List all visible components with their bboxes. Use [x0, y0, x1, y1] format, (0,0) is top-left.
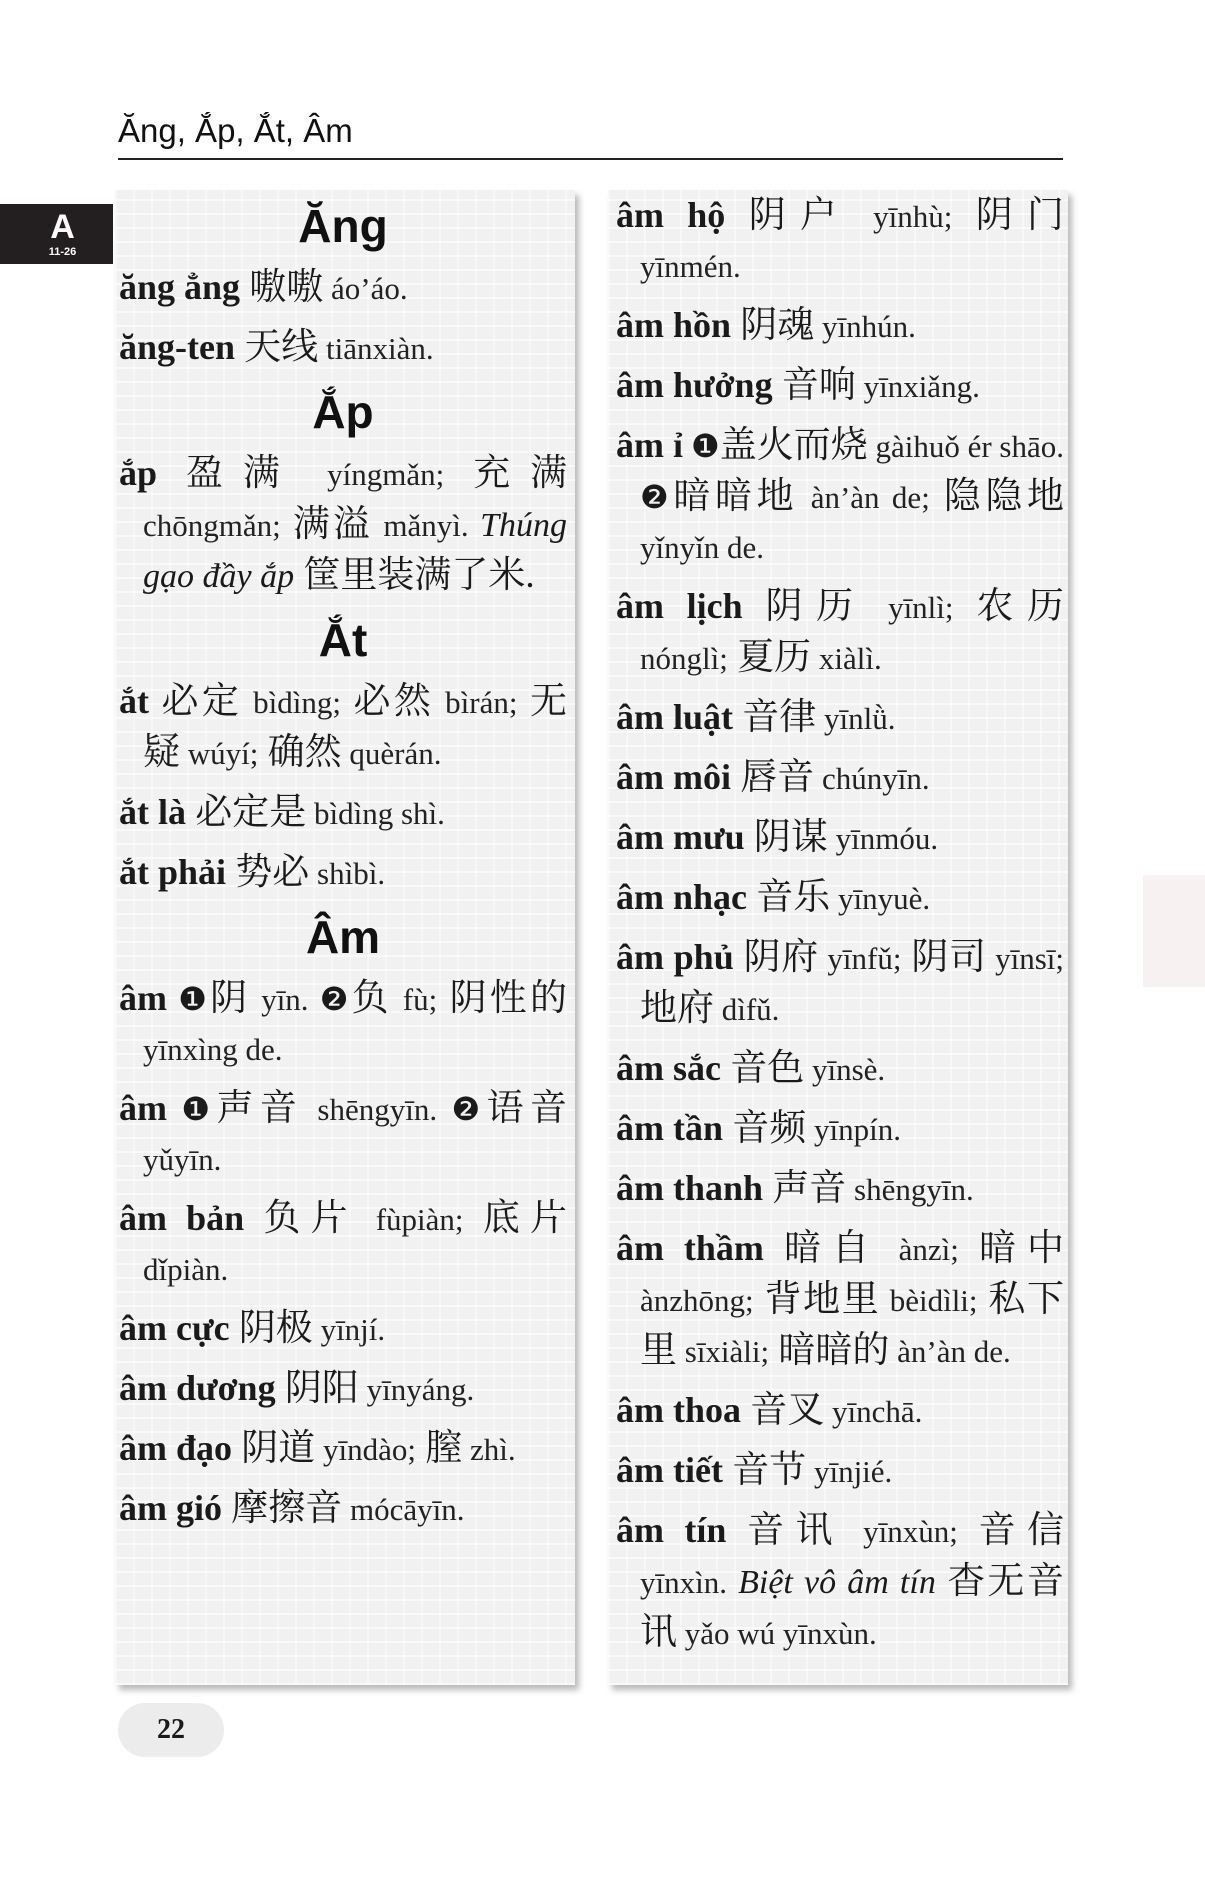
- chinese-text: 阴魂: [731, 305, 815, 346]
- dictionary-entry: [119, 1483, 567, 1535]
- headword: âm mưu: [616, 817, 745, 857]
- pinyin: bìdìng shì.: [306, 796, 445, 831]
- chinese-text: 盈满: [157, 453, 300, 494]
- chinese-text: 天线: [235, 327, 319, 368]
- pinyin: shēngyīn.: [303, 1092, 438, 1127]
- chinese-text: 无疑: [143, 681, 568, 773]
- sense-number: ❷: [308, 981, 352, 1017]
- pinyin: yǎo wú yīnxùn.: [677, 1616, 877, 1651]
- chinese-text: 暗自: [763, 1228, 880, 1269]
- chinese-text: 杳无音讯: [640, 1561, 1064, 1653]
- thumb-index-tab: [0, 204, 113, 264]
- dictionary-entry: [616, 1385, 1064, 1437]
- chinese-text: 阴府: [733, 937, 819, 978]
- chinese-text: 盖火而烧: [719, 425, 868, 466]
- chinese-text: 音色: [720, 1048, 805, 1089]
- dictionary-entry: [119, 847, 567, 899]
- pinyin: chúnyīn.: [814, 761, 930, 796]
- sense-number: ❷: [640, 479, 674, 515]
- chinese-text: 音节: [722, 1450, 807, 1491]
- chinese-text: 负片: [244, 1198, 358, 1239]
- headword: âm: [119, 1088, 167, 1128]
- headword: âm lịch: [616, 586, 743, 626]
- dictionary-entry: [119, 676, 567, 779]
- headword: âm hộ: [616, 195, 726, 235]
- chinese-text: 阴: [210, 978, 251, 1019]
- pinyin: yīnxiǎng.: [855, 369, 980, 404]
- chinese-text: 音响: [772, 365, 856, 406]
- headword: ăng ẳng: [119, 267, 241, 307]
- pinyin: dìfǔ.: [714, 992, 780, 1027]
- headword: ắt phải: [119, 852, 227, 892]
- chinese-text: 声音: [216, 1088, 304, 1129]
- pinyin: yīnlǜ.: [816, 701, 896, 736]
- dictionary-entry: [616, 1445, 1064, 1497]
- chinese-text: 膣: [416, 1428, 463, 1469]
- dictionary-entry: [616, 932, 1064, 1035]
- dictionary-entry: [616, 360, 1064, 412]
- chinese-text: 嗷嗷: [240, 267, 324, 308]
- chinese-text: 阴谋: [744, 817, 828, 858]
- pinyin: yīnchā.: [824, 1394, 923, 1429]
- pinyin: yīnjié.: [806, 1454, 893, 1489]
- chinese-text: 音叉: [741, 1390, 825, 1431]
- pinyin: dǐpiàn.: [143, 1252, 229, 1287]
- headword: âm dương: [119, 1368, 276, 1408]
- chinese-text: 必定: [149, 681, 243, 722]
- dictionary-entry: [119, 448, 567, 602]
- pinyin: yǔyīn.: [143, 1142, 222, 1177]
- pinyin: áo’áo.: [323, 271, 408, 306]
- headword: âm thoa: [616, 1390, 741, 1430]
- pinyin: sīxiàli;: [677, 1334, 770, 1369]
- pinyin: bèidìli;: [880, 1283, 978, 1318]
- pinyin: yīnxìng de.: [143, 1032, 283, 1067]
- headword: âm thầm: [616, 1228, 764, 1268]
- headword: âm thanh: [616, 1168, 764, 1208]
- pinyin: shìbì.: [309, 856, 386, 891]
- headword: âm tần: [616, 1108, 723, 1148]
- pinyin: zhì.: [462, 1432, 516, 1467]
- chinese-text: 确然: [258, 732, 342, 773]
- section-heading: Ắp: [312, 386, 374, 438]
- pinyin: yīnhún.: [814, 309, 916, 344]
- pinyin: àn’àn de;: [798, 480, 930, 515]
- pinyin: quèrán.: [341, 736, 442, 771]
- dictionary-entry: [119, 1423, 567, 1475]
- example-text: Thúng gạo đầy ắp: [143, 507, 567, 595]
- chinese-text: 阴阳: [275, 1368, 359, 1409]
- headword: âm luật: [616, 697, 733, 737]
- dictionary-entry: [616, 1163, 1064, 1215]
- pinyin: yīnmóu.: [827, 821, 939, 856]
- chinese-text: 充满: [444, 453, 568, 494]
- left-column: [115, 190, 575, 1685]
- chinese-text: 阴道: [232, 1428, 316, 1469]
- example-text: Biệt vô âm tín: [726, 1564, 936, 1601]
- dictionary-entry: [119, 1193, 567, 1295]
- headword: âm tín: [616, 1510, 727, 1550]
- section-heading: Ăng: [298, 200, 388, 252]
- pinyin: bìrán;: [434, 685, 518, 720]
- pinyin: nónglì;: [640, 641, 728, 676]
- headword: âm phủ: [616, 937, 734, 977]
- pinyin: yīnfǔ;: [818, 941, 902, 976]
- chinese-text: 音乐: [747, 877, 831, 918]
- pinyin: yīnyáng.: [358, 1372, 475, 1407]
- headword: ắp: [119, 453, 158, 493]
- pinyin: yǐnyǐn de.: [640, 530, 764, 565]
- dictionary-entry: [616, 1103, 1064, 1155]
- dictionary-entry: [616, 692, 1064, 744]
- headword: âm hồn: [616, 305, 732, 345]
- pinyin: yīndào;: [315, 1432, 417, 1467]
- chinese-text: 暗暗地: [673, 476, 799, 517]
- dictionary-entry: [119, 787, 567, 839]
- headword: ắt là: [119, 792, 186, 832]
- dictionary-entry: [616, 190, 1064, 292]
- sense-number: ❶: [167, 1091, 217, 1127]
- pinyin: yīnmén.: [640, 249, 741, 284]
- dictionary-entry: [616, 581, 1064, 684]
- chinese-text: 阴户: [725, 195, 852, 236]
- chinese-text: 满溢: [280, 504, 373, 545]
- chinese-text: 地府: [640, 988, 714, 1029]
- chinese-text: 音频: [723, 1108, 807, 1149]
- headword: ắt: [119, 681, 149, 721]
- pinyin: tiānxiàn.: [318, 331, 434, 366]
- headword: âm đạo: [119, 1428, 233, 1468]
- header-rule: [118, 158, 1063, 160]
- dictionary-entry: [616, 1505, 1064, 1659]
- chinese-text: 唇音: [730, 757, 815, 798]
- chinese-text: 必然: [341, 681, 435, 722]
- dictionary-entry: [616, 300, 1064, 352]
- chinese-text: 负: [351, 978, 392, 1019]
- running-head: Ăng, Ắp, Ắt, Âm: [118, 112, 353, 149]
- headword: âm gió: [119, 1488, 222, 1528]
- pinyin: fùpiàn;: [357, 1202, 464, 1237]
- pinyin: yīnsè.: [804, 1052, 886, 1087]
- pinyin: yīn.: [250, 982, 309, 1017]
- pinyin: xiàlì.: [811, 641, 882, 676]
- chinese-text: 暗暗的: [769, 1330, 890, 1371]
- chinese-text: 音讯: [726, 1510, 844, 1551]
- dictionary-entry: [616, 420, 1064, 573]
- chinese-text: 音律: [733, 697, 817, 738]
- dictionary-entry: [616, 1043, 1064, 1095]
- pinyin: yīnxìn.: [640, 1565, 727, 1600]
- pinyin: ànzì;: [879, 1232, 959, 1267]
- chinese-text: 私下里: [640, 1279, 1065, 1371]
- section-heading: Ắt: [318, 614, 368, 666]
- headword: âm ỉ: [616, 425, 683, 465]
- chinese-text: 夏历: [727, 637, 812, 678]
- pinyin: chōngmǎn;: [143, 508, 281, 543]
- sense-number: ❶: [683, 428, 720, 464]
- thumb-letter: A: [50, 208, 75, 246]
- pinyin: yīnxùn;: [843, 1514, 958, 1549]
- chinese-text: 阴极: [229, 1308, 313, 1349]
- chinese-text: 底片: [463, 1198, 568, 1239]
- pinyin: ànzhōng;: [640, 1283, 754, 1318]
- dictionary-entry: [616, 812, 1064, 864]
- chinese-text: 农历: [953, 586, 1065, 627]
- chinese-text: 阴司: [901, 937, 987, 978]
- chinese-text: 暗中: [958, 1228, 1065, 1269]
- pinyin: yīnsī;: [986, 941, 1065, 976]
- chinese-text: 阴门: [952, 195, 1065, 236]
- pinyin: gàihuǒ ér shāo.: [867, 429, 1065, 464]
- chinese-text: 背地里: [753, 1279, 881, 1320]
- pinyin: mǎnyì.: [372, 508, 469, 543]
- page-number: 22: [118, 1703, 224, 1757]
- dictionary-entry: [616, 752, 1064, 804]
- headword: âm tiết: [616, 1450, 723, 1490]
- dictionary-entry: [119, 322, 567, 374]
- chinese-text: 阴历: [742, 586, 867, 627]
- chinese-text: 音信: [957, 1510, 1065, 1551]
- pinyin: yīnlì;: [866, 590, 954, 625]
- chinese-text: 势必: [226, 852, 310, 893]
- dictionary-entry: [119, 1303, 567, 1355]
- section-heading: Âm: [305, 911, 381, 963]
- pinyin: yīnyuè.: [830, 881, 931, 916]
- chinese-text: 摩擦音: [222, 1488, 343, 1529]
- dictionary-entry: [119, 262, 567, 314]
- headword: ăng-ten: [119, 327, 235, 367]
- headword: âm cực: [119, 1308, 230, 1348]
- pinyin: mócāyīn.: [342, 1492, 465, 1527]
- chinese-text: 语音: [486, 1088, 568, 1129]
- pinyin: bìdìng;: [242, 685, 342, 720]
- pinyin: yīnpín.: [806, 1112, 901, 1147]
- sense-number: ❶: [167, 981, 211, 1017]
- pinyin: yīnjí.: [312, 1312, 386, 1347]
- headword: âm sắc: [616, 1048, 721, 1088]
- pinyin: yíngmǎn;: [299, 457, 445, 492]
- right-column: [608, 190, 1068, 1685]
- sense-number: ❷: [437, 1091, 487, 1127]
- chinese-text: 隐隐地: [929, 476, 1065, 517]
- chinese-text: 筐里装满了米.: [294, 555, 535, 596]
- pinyin: shēngyīn.: [846, 1172, 974, 1207]
- headword: âm: [119, 978, 167, 1018]
- dictionary-entry: [119, 1363, 567, 1415]
- pinyin: fù;: [391, 982, 438, 1017]
- dictionary-entry: [119, 1083, 567, 1185]
- chinese-text: 必定是: [186, 792, 307, 833]
- headword: âm nhạc: [616, 877, 748, 917]
- thumb-range: 11-26: [48, 246, 77, 258]
- dictionary-entry: [616, 872, 1064, 924]
- dictionary-entry: [616, 1223, 1064, 1377]
- pinyin: wúyí;: [180, 736, 259, 771]
- pinyin: àn’àn de.: [889, 1334, 1011, 1369]
- dictionary-entry: [119, 973, 567, 1075]
- chinese-text: 阴性的: [437, 978, 567, 1019]
- headword: âm bản: [119, 1198, 245, 1238]
- chinese-text: 声音: [763, 1168, 847, 1209]
- headword: âm môi: [616, 757, 731, 797]
- pinyin: yīnhù;: [851, 199, 953, 234]
- headword: âm hưởng: [616, 365, 773, 405]
- side-edge-marker: [1143, 875, 1205, 987]
